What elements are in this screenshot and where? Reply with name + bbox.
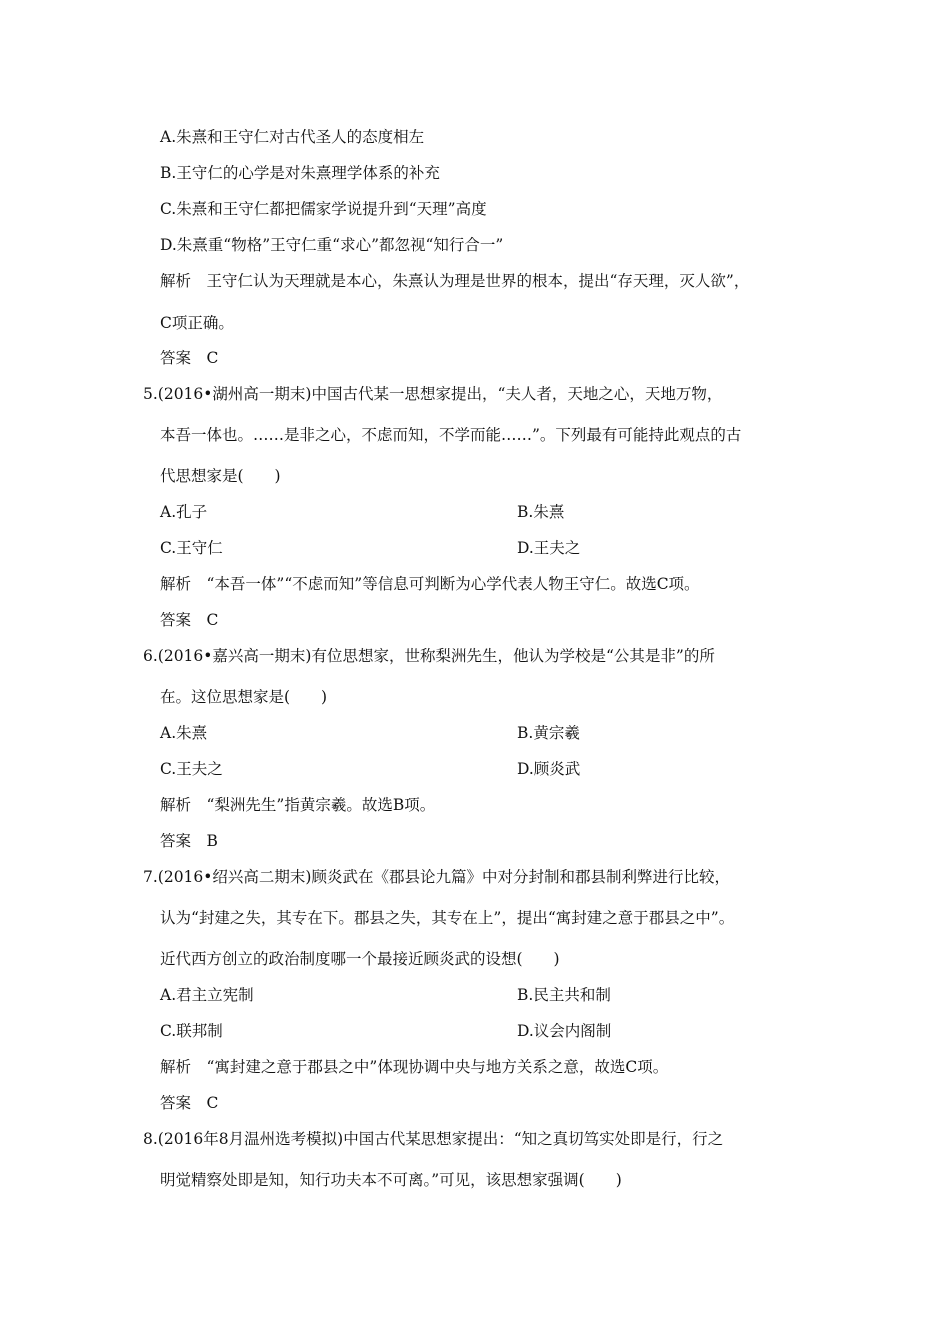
q6-option-c: C.王夫之 xyxy=(160,760,223,778)
q6-answer: 答案 B xyxy=(160,832,218,850)
q7-answer: 答案 C xyxy=(160,1094,219,1112)
q6-option-d: D.顾炎武 xyxy=(517,760,581,778)
q4-analysis-cont: C项正确。 xyxy=(160,314,234,332)
q5-option-d: D.王夫之 xyxy=(517,539,581,557)
q8-stem: 8.(2016年8月温州选考模拟)中国古代某思想家提出：“知之真切笃实处即是行，行之 xyxy=(143,1130,724,1148)
q7-stem-line2: 认为“封建之失，其专在下。郡县之失，其专在上”，提出“寓封建之意于郡县之中”。 xyxy=(160,909,735,927)
q6-option-a: A.朱熹 xyxy=(160,724,208,742)
q7-stem: 7.(2016•绍兴高二期末)顾炎武在《郡县论九篇》中对分封制和郡县制利弊进行比较， xyxy=(143,868,730,886)
q4-analysis: 解析 王守仁认为天理就是本心，朱熹认为理是世界的根本，提出“存天理，灭人欲”， xyxy=(160,272,750,290)
q6-stem-line2: 在。这位思想家是( ) xyxy=(160,688,328,706)
q4-answer: 答案 C xyxy=(160,349,219,367)
q4-option-b: B.王守仁的心学是对朱熹理学体系的补充 xyxy=(160,164,440,182)
q5-option-c: C.王守仁 xyxy=(160,539,223,557)
q5-stem-line3: 代思想家是( ) xyxy=(160,467,281,485)
q8-stem-line2: 明觉精察处即是知，知行功夫本不可离。”可见，该思想家强调( ) xyxy=(160,1171,622,1189)
q5-answer: 答案 C xyxy=(160,611,219,629)
q5-analysis: 解析 “本吾一体”“不虑而知”等信息可判断为心学代表人物王守仁。故选C项。 xyxy=(160,575,700,593)
q6-stem: 6.(2016•嘉兴高一期末)有位思想家，世称梨洲先生，他认为学校是“公其是非”的所 xyxy=(143,647,715,665)
q5-option-b: B.朱熹 xyxy=(517,503,565,521)
q7-option-d: D.议会内阁制 xyxy=(517,1022,612,1040)
q4-option-c: C.朱熹和王守仁都把儒家学说提升到“天理”高度 xyxy=(160,200,487,218)
q4-option-a: A.朱熹和王守仁对古代圣人的态度相左 xyxy=(160,128,425,146)
q7-stem-line3: 近代西方创立的政治制度哪一个最接近顾炎武的设想( ) xyxy=(160,950,560,968)
q7-option-c: C.联邦制 xyxy=(160,1022,223,1040)
q4-option-d: D.朱熹重“物格”王守仁重“求心”都忽视“知行合一” xyxy=(160,236,504,254)
q7-option-b: B.民主共和制 xyxy=(517,986,611,1004)
q6-option-b: B.黄宗羲 xyxy=(517,724,580,742)
q5-stem-line2: 本吾一体也。……是非之心，不虑而知，不学而能……”。下列最有可能持此观点的古 xyxy=(160,426,742,444)
q7-option-a: A.君主立宪制 xyxy=(160,986,254,1004)
q6-analysis: 解析 “梨洲先生”指黄宗羲。故选B项。 xyxy=(160,796,436,814)
q5-option-a: A.孔子 xyxy=(160,503,208,521)
q5-stem: 5.(2016•湖州高一期末)中国古代某一思想家提出，“夫人者，天地之心，天地万物， xyxy=(143,385,723,403)
q7-analysis: 解析 “寓封建之意于郡县之中”体现协调中央与地方关系之意，故选C项。 xyxy=(160,1058,669,1076)
